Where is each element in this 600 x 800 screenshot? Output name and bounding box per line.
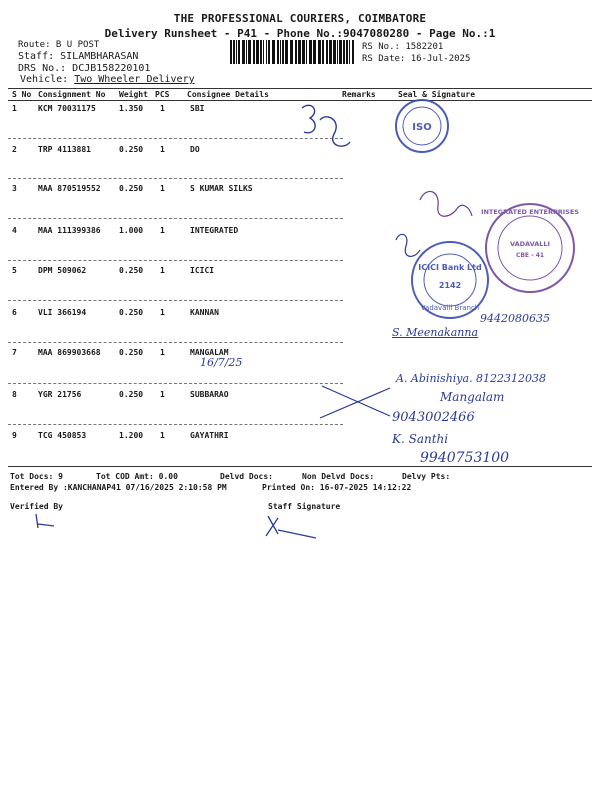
iso-stamp-text: ISO [412,122,432,133]
integrated-stamp-icon [481,204,579,292]
row-weight: 0.250 [119,390,144,399]
col-remarks: Remarks [342,90,376,99]
row-consignment: MAA 870519552 [38,184,101,193]
barcode-bar [306,40,307,64]
col-consignee: Consignee Details [187,90,269,99]
row-consignee: INTEGRATED [190,226,239,235]
barcode-bar [333,40,336,64]
barcode-bar [256,40,259,64]
row-consignment: VLI 366194 [38,308,87,317]
barcode-bar [268,40,270,64]
row-sno: 5 [12,266,17,275]
row-pcs: 1 [160,266,165,275]
row-consignment: YGR 21756 [38,390,82,399]
barcode-bar [295,40,297,64]
row-weight: 1.350 [119,104,144,113]
barcode-bar [260,40,262,64]
rs-number: RS No.: 1582201 [362,42,444,52]
row-sno: 2 [12,145,17,154]
row-weight: 0.250 [119,184,144,193]
vehicle-text [20,74,195,85]
barcode-bar [329,40,332,64]
barcode-bar [253,40,255,64]
barcode-bar [313,40,316,64]
row-pcs: 1 [160,226,165,235]
row-pcs: 1 [160,348,165,357]
iso-stamp-icon [396,100,448,152]
barcode-bar [272,40,275,64]
barcode-bar [248,40,251,64]
row-pcs: 1 [160,145,165,154]
drs-number: DRS No.: DCJB158220101 [18,63,151,74]
handwritten-name: Mangalam [440,390,505,404]
icici-stamp-code: 2142 [438,281,462,290]
barcode-bar [266,40,267,64]
row-consignee: SUBBARAO [190,390,229,399]
barcode-bar [290,40,293,64]
row-sno: 9 [12,431,17,440]
row-consignee: GAYATHRI [190,431,229,440]
route-text: Route: B U POST [18,40,100,50]
handwritten-phone: 9043002466 [392,410,475,425]
col-weight: Weight [119,90,148,99]
row-consignee: ICICI [190,266,215,275]
handwritten-name: K. Santhi [392,432,449,446]
barcode-bar [318,40,321,64]
row-pcs: 1 [160,308,165,317]
barcode-bar [233,40,235,64]
barcode-bar [282,40,284,64]
vehicle-value: Two Wheeler Delivery [74,74,195,85]
strike-mark [320,386,390,418]
barcode-bar [352,40,354,64]
barcode-bar [302,40,305,64]
row-weight: 0.250 [119,145,144,154]
table-top-rule [8,88,592,89]
row-consignee: KANNAN [190,308,219,317]
row-weight: 1.200 [119,431,144,440]
integrated-stamp-name: INTEGRATED ENTERPRISES [481,208,579,216]
icici-stamp-branch: Vadavalli Branch [420,304,480,312]
staff-signature-label: Staff Signature [268,502,341,511]
row-weight: 0.250 [119,266,144,275]
integrated-stamp-location: VADAVALLI [510,240,550,248]
barcode-bar [309,40,312,64]
row-consignment: MAA 111399386 [38,226,101,235]
row-sno: 6 [12,308,17,317]
integrated-stamp-pin: CBE - 41 [515,252,545,259]
barcode-graphic [230,40,358,64]
col-pcs: PCS [155,90,170,99]
barcode-bar [230,40,232,64]
barcode-bar [298,40,301,64]
col-sno: S No [12,90,32,99]
col-seal-signature: Seal & Signature [398,90,476,99]
barcode-bar [246,40,247,64]
barcode-bar [346,40,348,64]
row-weight: 1.000 [119,226,144,235]
barcode-bar [238,40,240,64]
col-consignment: Consignment No [38,90,106,99]
row-weight: 0.250 [119,348,144,357]
signature-scribble [420,191,472,216]
signature-scribble [266,516,316,538]
row-consignee: SBI [190,104,205,113]
barcode-bar [339,40,342,64]
handwritten-date: 16/7/25 [200,356,243,369]
barcode-bar [236,40,237,64]
row-consignment: TRP 4113881 [38,145,91,154]
icici-stamp-icon [412,242,488,318]
row-sno: 3 [12,184,17,193]
signature-scribble [302,105,350,146]
icici-stamp-bank: ICICI Bank Ltd [418,263,482,272]
barcode-bar [337,40,338,64]
barcode-bar [349,40,350,64]
row-pcs: 1 [160,104,165,113]
entered-by: Entered By :KANCHANAP41 07/16/2025 2:10:58 PM [10,483,227,492]
barcode-bar [277,40,279,64]
row-sno: 8 [12,390,17,399]
handwritten-phone: 9940753100 [420,450,510,466]
row-consignment: MAA 869903668 [38,348,101,357]
signature-scribble [36,514,54,528]
row-consignee: S KUMAR SILKS [190,184,253,193]
row-sno: 1 [12,104,17,113]
row-pcs: 1 [160,431,165,440]
handwritten-name: S. Meenakanna [392,326,479,339]
row-pcs: 1 [160,184,165,193]
barcode-bar [263,40,264,64]
runsheet-title: Delivery Runsheet - P41 - Phone No.:9047080280 - Page No.:1 [104,27,496,40]
verified-by-label: Verified By [10,502,63,511]
row-sno: 4 [12,226,17,235]
row-consignee: MANGALAM [190,348,229,357]
barcode-bar [343,40,345,64]
delivery-points: Delvy Pts: [402,472,451,481]
barcode-bar [242,40,245,64]
row-consignment: KCM 70031175 [38,104,96,113]
total-cod: Tot COD Amt: 0.00 [96,472,178,481]
row-weight: 0.250 [119,308,144,317]
handwritten-name: A. Abinishiya. 8122312038 [396,372,547,385]
signature-scribble [396,234,420,256]
vehicle-label: Vehicle: [20,74,69,85]
row-pcs: 1 [160,390,165,399]
row-consignee: DO [190,145,200,154]
handwritten-phone: 9442080635 [480,312,550,325]
row-consignment: DPM 509062 [38,266,87,275]
company-title: THE PROFESSIONAL COURIERS, COIMBATORE [173,12,427,25]
barcode-bar [280,40,281,64]
barcode-bar [322,40,324,64]
row-sno: 7 [12,348,17,357]
printed-on: Printed On: 16-07-2025 14:12:22 [262,483,412,492]
total-docs: Tot Docs: 9 [10,472,63,481]
non-delivered-docs: Non Delvd Docs: [302,472,375,481]
footer-signatures [20,510,350,550]
rs-date: RS Date: 16-Jul-2025 [362,54,471,64]
staff-text: Staff: SILAMBHARASAN [18,51,139,62]
barcode-bar [285,40,288,64]
row-consignment: TCG 450853 [38,431,87,440]
barcode-bar [326,40,328,64]
delivered-docs: Delvd Docs: [220,472,273,481]
